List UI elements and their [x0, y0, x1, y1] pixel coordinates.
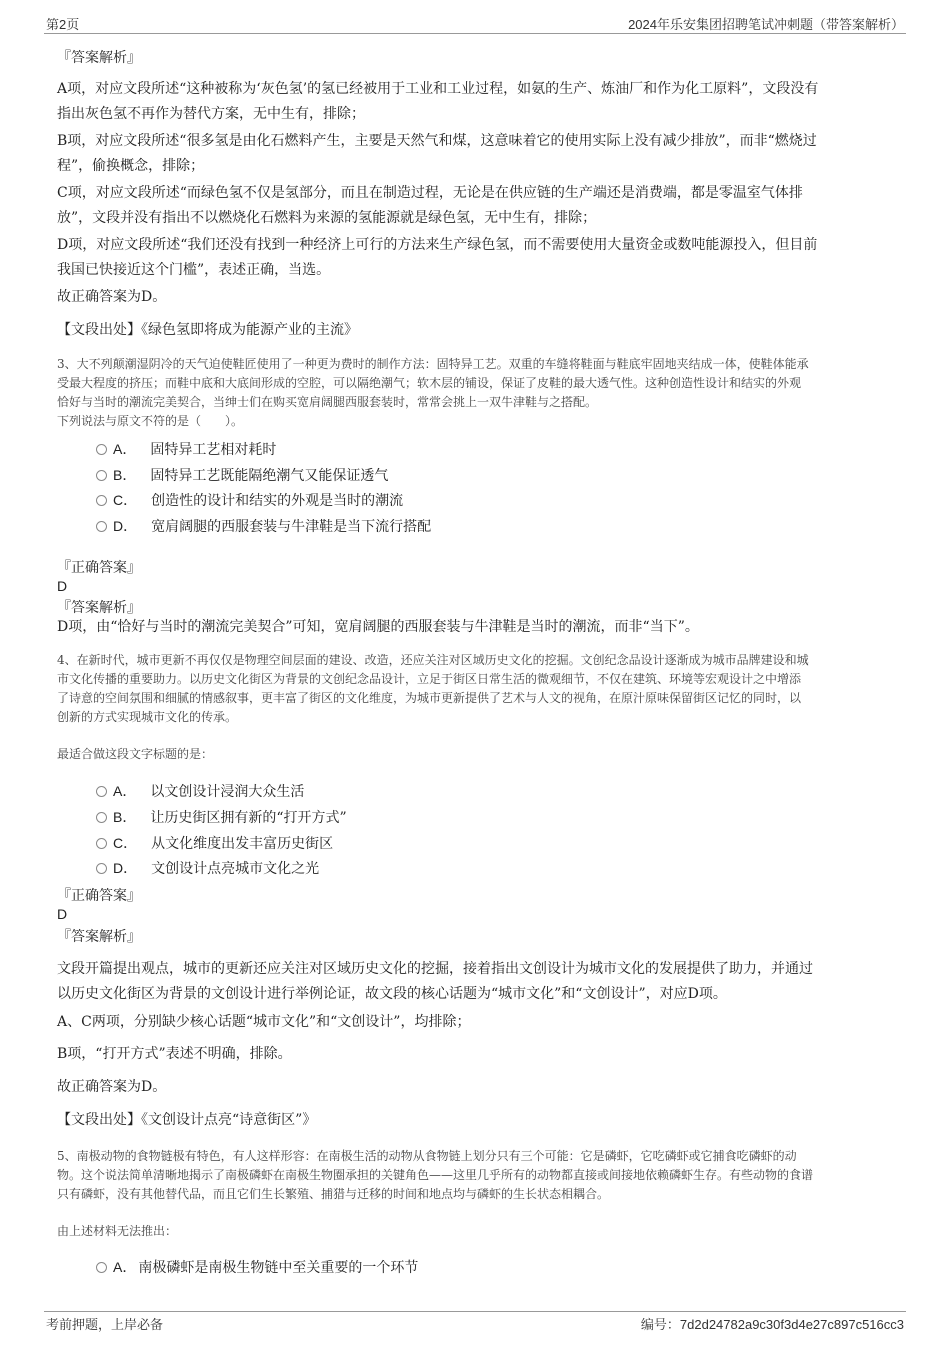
analysis-label: 『答案解析』 — [57, 929, 141, 945]
option-key: C． — [113, 835, 138, 851]
radio-icon[interactable] — [96, 786, 107, 797]
document-title: 2024年乐安集团招聘笔试冲刺题（带答案解析） — [628, 17, 904, 32]
question-prompt: 由上述材料无法推出： — [57, 1224, 178, 1238]
q3-option-c[interactable] — [96, 490, 403, 511]
analysis-option-a — [57, 77, 893, 127]
stem-line: 了诗意的空间氛围和细腻的情感叙事，更丰富了街区的文化维度，为城市更新提供了艺术与人文的视角，在原汁原味保留街区记忆的同时，以 — [57, 691, 802, 705]
stem-line: 受最大程度的挤压；而鞋中底和大底间形成的空腔，可以隔绝潮气；软木层的铺设，保证了皮鞋的最大透气性。这种创造性设计和结实的外观 — [57, 376, 802, 390]
analysis-text: D项，由“恰好与当时的潮流完美契合”可知，宽肩阔腿的西服套装与牛津鞋是当时的潮流，而非“当下”。 — [57, 619, 699, 635]
analysis-option-c — [57, 181, 893, 231]
question-prompt: 最适合做这段文字标题的是： — [57, 747, 214, 761]
radio-icon[interactable] — [96, 1262, 107, 1273]
option-text: 南极磷虾是南极生物链中至关重要的一个环节 — [138, 1260, 419, 1276]
analysis-option-b: B项，“打开方式”表述不明确，排除。 — [57, 1046, 292, 1062]
option-text: 让历史街区拥有新的“打开方式” — [150, 810, 347, 826]
q3-option-b[interactable] — [96, 465, 388, 486]
option-text: 固特异工艺相对耗时 — [150, 442, 277, 458]
stem-line: 物。这个说法简单清晰地揭示了南极磷虾在南极生物圈承担的关键角色——这里几乎所有的动物都直接或间接地依赖磷虾生存。有些动物的食谱 — [57, 1168, 814, 1182]
stem-line: 只有磷虾，没有其他替代品，而且它们生长繁殖、捕猎与迁移的时间和地点均与磷虾的生长状态相耦合。 — [57, 1187, 610, 1201]
analysis-conclusion: 故正确答案为D。 — [57, 289, 167, 305]
header-divider — [44, 33, 906, 34]
option-key: A． — [113, 783, 137, 799]
analysis-line: 指出灰色氢不再作为替代方案，无中生有，排除； — [57, 106, 365, 122]
option-text: 宽肩阔腿的西服套装与牛津鞋是当下流行搭配 — [151, 519, 432, 535]
option-key: A． — [113, 1259, 137, 1275]
footer-divider — [44, 1311, 906, 1312]
analysis-label: 『答案解析』 — [57, 50, 141, 66]
radio-icon[interactable] — [96, 812, 107, 823]
analysis-option-d — [57, 233, 893, 283]
stem-line: 3、大不列颠潮湿阴冷的天气迫使鞋匠使用了一种更为费时的制作方法：固特异工艺。双重的车缝将鞋面与鞋底牢固地夹结成一体，使鞋体能承 — [57, 357, 809, 371]
analysis-option-ac: A、C两项，分别缺少核心话题“城市文化”和“文创设计”，均排除； — [57, 1014, 471, 1030]
analysis-line: 放”，文段并没有指出不以燃烧化石燃料为来源的氢能源就是绿色氢，无中生有，排除； — [57, 210, 597, 226]
radio-icon[interactable] — [96, 444, 107, 455]
analysis-line: D项，对应文段所述“我们还没有找到一种经济上可行的方法来生产绿色氢，而不需要使用大量资金或数吨能源投入，但目前 — [57, 237, 818, 253]
option-key: B． — [113, 467, 137, 483]
analysis-line: B项，对应文段所述“很多氢是由化石燃料产生，主要是天然气和煤，这意味着它的使用实际上没有减少排放”，而非“燃烧过 — [57, 133, 817, 149]
radio-icon[interactable] — [96, 863, 107, 874]
correct-answer: D — [57, 906, 68, 922]
correct-answer: D — [57, 578, 68, 594]
passage-source: 【文段出处】《绿色氢即将成为能源产业的主流》 — [57, 322, 358, 338]
question-5-stem — [57, 1147, 893, 1204]
option-key: C． — [113, 492, 138, 508]
radio-icon[interactable] — [96, 838, 107, 849]
option-text: 固特异工艺既能隔绝潮气又能保证透气 — [150, 468, 389, 484]
analysis-line: C项，对应文段所述“而绿色氢不仅是氢部分，而且在制造过程，无论是在供应链的生产端还是消费端，都是零温室气体排 — [57, 185, 803, 201]
q4-option-d[interactable] — [96, 858, 319, 879]
analysis-conclusion: 故正确答案为D。 — [57, 1079, 167, 1095]
analysis-option-b — [57, 129, 893, 179]
option-text: 文创设计点亮城市文化之光 — [151, 861, 320, 877]
radio-icon[interactable] — [96, 495, 107, 506]
page-number: 第2页 — [46, 17, 80, 32]
analysis-line: 文段开篇提出观点，城市的更新还应关注对区域历史文化的挖掘，接着指出文创设计为城市文化的发展提供了助力，并通过 — [57, 961, 813, 977]
stem-line: 创新的方式实现城市文化的传承。 — [57, 710, 238, 724]
document-id: 编号：7d2d24782a9c30f3d4e27c897c516cc3 — [640, 1317, 904, 1332]
stem-line: 下列说法与原文不符的是（ ）。 — [57, 414, 244, 428]
option-key: D． — [113, 860, 138, 876]
analysis-label: 『答案解析』 — [57, 600, 141, 616]
q4-option-c[interactable] — [96, 833, 333, 854]
stem-line: 4、在新时代，城市更新不再仅仅是物理空间层面的建设、改造，还应关注对区域历史文化的挖掘。文创纪念品设计逐渐成为城市品牌建设和城 — [57, 653, 809, 667]
stem-line: 5、南极动物的食物链极有特色，有人这样形容：在南极生活的动物从食物链上划分只有三个可能：它是磷虾，它吃磷虾或它捕食吃磷虾的动 — [57, 1149, 797, 1163]
correct-answer-label: 『正确答案』 — [57, 888, 141, 904]
stem-line: 市文化传播的重要助力。以历史文化街区为背景的文创纪念品设计，立足于街区日常生活的微观细节，不仅在建筑、环境等宏观设计之中增添 — [57, 672, 802, 686]
stem-line: 恰好与当时的潮流完美契合，当绅士们在购买宽肩阔腿西服套装时，常常会挑上一双牛津鞋与之搭配。 — [57, 395, 598, 409]
analysis-text — [57, 957, 893, 1007]
option-key: B． — [113, 809, 137, 825]
option-text: 以文创设计浸润大众生活 — [150, 784, 305, 800]
footer-slogan: 考前押题，上岸必备 — [46, 1317, 164, 1332]
option-text: 创造性的设计和结实的外观是当时的潮流 — [151, 493, 404, 509]
radio-icon[interactable] — [96, 470, 107, 481]
analysis-line: 我国已快接近这个门槛”，表述正确，当选。 — [57, 262, 331, 278]
analysis-line: 以历史文化街区为背景的文创设计进行举例论证，故文段的核心话题为“城市文化”和“文创设计”，对应D项。 — [57, 986, 727, 1002]
correct-answer-label: 『正确答案』 — [57, 560, 141, 576]
analysis-line: A项，对应文段所述“这种被称为‘灰色氢’的氢已经被用于工业和工业过程，如氨的生产、炼油厂和作为化工原料”，文段没有 — [57, 81, 819, 97]
question-4-stem — [57, 651, 893, 727]
option-key: D． — [113, 518, 138, 534]
option-text: 从文化维度出发丰富历史街区 — [151, 836, 334, 852]
radio-icon[interactable] — [96, 521, 107, 532]
analysis-line: 程”，偷换概念，排除； — [57, 158, 205, 174]
q5-option-a[interactable] — [96, 1257, 418, 1278]
passage-source: 【文段出处】《文创设计点亮“诗意街区”》 — [57, 1112, 317, 1128]
q3-option-a[interactable] — [96, 439, 276, 460]
option-key: A． — [113, 441, 137, 457]
q3-option-d[interactable] — [96, 516, 431, 537]
q4-option-b[interactable] — [96, 807, 347, 828]
q4-option-a[interactable] — [96, 781, 304, 802]
question-3-stem — [57, 355, 893, 431]
